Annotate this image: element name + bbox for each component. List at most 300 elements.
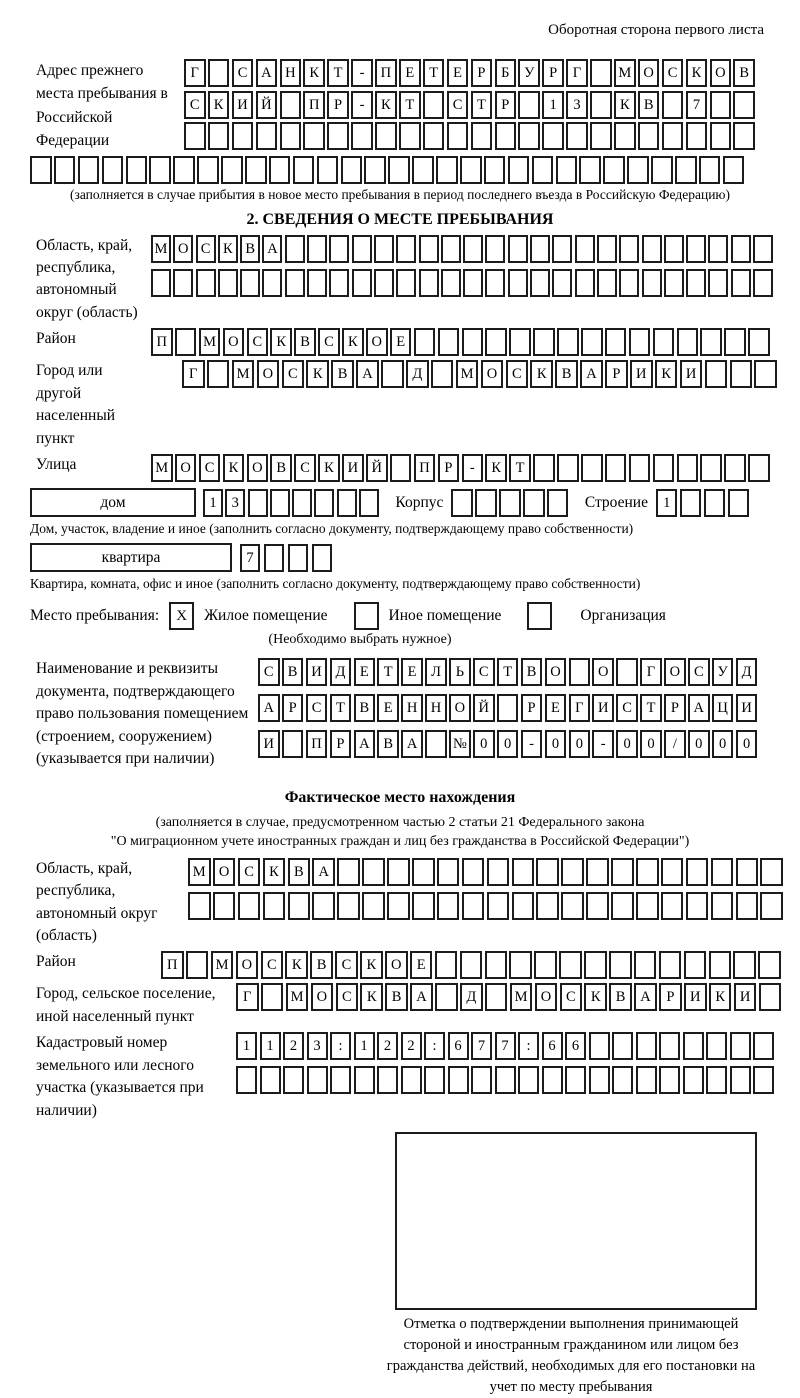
char-cell[interactable]	[686, 858, 709, 886]
char-cell[interactable]: И	[258, 730, 280, 758]
char-cell[interactable]: В	[282, 658, 304, 686]
char-cell[interactable]	[329, 269, 349, 297]
char-cell[interactable]	[724, 454, 746, 482]
char-cell[interactable]	[425, 730, 447, 758]
char-cell[interactable]: Т	[640, 694, 662, 722]
char-cell[interactable]	[736, 892, 759, 920]
char-cell[interactable]	[552, 269, 572, 297]
char-cell[interactable]: П	[151, 328, 173, 356]
char-cell[interactable]	[359, 489, 379, 517]
char-cell[interactable]	[351, 122, 373, 150]
char-cell[interactable]	[352, 269, 372, 297]
char-cell[interactable]	[556, 156, 578, 184]
char-cell[interactable]: О	[311, 983, 334, 1011]
char-cell[interactable]: -	[351, 59, 373, 87]
char-cell[interactable]: Г	[640, 658, 662, 686]
char-cell[interactable]	[597, 235, 617, 263]
char-cell[interactable]: 7	[240, 544, 260, 572]
char-cell[interactable]: К	[584, 983, 607, 1011]
char-cell[interactable]: И	[306, 658, 328, 686]
char-cell[interactable]: С	[258, 658, 280, 686]
char-cell[interactable]: О	[535, 983, 558, 1011]
char-cell[interactable]	[731, 269, 751, 297]
char-cell[interactable]	[642, 235, 662, 263]
char-cell[interactable]: В	[377, 730, 399, 758]
char-cell[interactable]: -	[351, 91, 373, 119]
char-cell[interactable]	[661, 858, 684, 886]
char-cell[interactable]	[754, 360, 777, 388]
char-cell[interactable]	[730, 1032, 751, 1060]
char-cell[interactable]	[542, 122, 564, 150]
char-cell[interactable]: 0	[640, 730, 662, 758]
char-cell[interactable]	[677, 454, 699, 482]
char-cell[interactable]	[441, 269, 461, 297]
char-cell[interactable]	[419, 235, 439, 263]
checkbox-inoe[interactable]	[354, 602, 379, 630]
char-cell[interactable]	[659, 1066, 680, 1094]
char-cell[interactable]: Р	[521, 694, 543, 722]
char-cell[interactable]: С	[662, 59, 684, 87]
char-cell[interactable]: К	[709, 983, 732, 1011]
char-cell[interactable]: И	[232, 91, 254, 119]
char-cell[interactable]: П	[306, 730, 328, 758]
char-cell[interactable]: Д	[406, 360, 429, 388]
char-cell[interactable]: Р	[659, 983, 682, 1011]
char-cell[interactable]	[329, 235, 349, 263]
char-cell[interactable]	[584, 951, 607, 979]
char-cell[interactable]	[312, 544, 332, 572]
char-cell[interactable]: Т	[423, 59, 445, 87]
char-cell[interactable]: С	[247, 328, 269, 356]
char-cell[interactable]	[627, 156, 649, 184]
char-cell[interactable]	[495, 122, 517, 150]
char-cell[interactable]: К	[318, 454, 340, 482]
char-cell[interactable]: К	[614, 91, 636, 119]
char-cell[interactable]: О	[223, 328, 245, 356]
char-cell[interactable]	[686, 892, 709, 920]
char-cell[interactable]	[552, 235, 572, 263]
char-cell[interactable]	[377, 1066, 398, 1094]
char-cell[interactable]: 2	[401, 1032, 422, 1060]
char-cell[interactable]: 0	[473, 730, 495, 758]
char-cell[interactable]: А	[634, 983, 657, 1011]
char-cell[interactable]: И	[736, 694, 758, 722]
char-cell[interactable]: О	[481, 360, 504, 388]
char-cell[interactable]	[700, 328, 722, 356]
char-cell[interactable]: -	[592, 730, 614, 758]
char-cell[interactable]: 0	[712, 730, 734, 758]
char-cell[interactable]	[387, 858, 410, 886]
char-cell[interactable]	[396, 269, 416, 297]
char-cell[interactable]	[619, 235, 639, 263]
char-cell[interactable]	[285, 269, 305, 297]
char-cell[interactable]: И	[684, 983, 707, 1011]
char-cell[interactable]: 1	[236, 1032, 257, 1060]
char-cell[interactable]: -	[462, 454, 484, 482]
char-cell[interactable]: К	[655, 360, 678, 388]
char-cell[interactable]	[175, 328, 197, 356]
char-cell[interactable]	[559, 951, 582, 979]
char-cell[interactable]: М	[456, 360, 479, 388]
char-cell[interactable]	[245, 156, 267, 184]
char-cell[interactable]: М	[199, 328, 221, 356]
char-cell[interactable]	[638, 122, 660, 150]
char-cell[interactable]: В	[294, 328, 316, 356]
char-cell[interactable]: 0	[569, 730, 591, 758]
char-cell[interactable]: С	[335, 951, 358, 979]
char-cell[interactable]: Г	[566, 59, 588, 87]
char-cell[interactable]	[173, 269, 193, 297]
char-cell[interactable]	[307, 235, 327, 263]
char-cell[interactable]	[536, 892, 559, 920]
char-cell[interactable]: А	[356, 360, 379, 388]
char-cell[interactable]: Р	[605, 360, 628, 388]
char-cell[interactable]	[724, 328, 746, 356]
char-cell[interactable]: :	[330, 1032, 351, 1060]
char-cell[interactable]	[684, 951, 707, 979]
char-cell[interactable]: У	[712, 658, 734, 686]
char-cell[interactable]	[270, 489, 290, 517]
char-cell[interactable]	[375, 122, 397, 150]
char-cell[interactable]: -	[521, 730, 543, 758]
char-cell[interactable]: К	[270, 328, 292, 356]
char-cell[interactable]	[263, 892, 286, 920]
char-cell[interactable]	[508, 269, 528, 297]
char-cell[interactable]	[686, 235, 706, 263]
char-cell[interactable]	[677, 328, 699, 356]
char-cell[interactable]	[337, 892, 360, 920]
char-cell[interactable]	[499, 489, 521, 517]
char-cell[interactable]: О	[257, 360, 280, 388]
char-cell[interactable]	[616, 658, 638, 686]
char-cell[interactable]	[612, 1066, 633, 1094]
char-cell[interactable]	[561, 858, 584, 886]
char-cell[interactable]	[213, 892, 236, 920]
char-cell[interactable]: 2	[283, 1032, 304, 1060]
char-cell[interactable]	[512, 892, 535, 920]
char-cell[interactable]: Т	[497, 658, 519, 686]
char-cell[interactable]: С	[560, 983, 583, 1011]
char-cell[interactable]	[609, 951, 632, 979]
char-cell[interactable]	[381, 360, 404, 388]
char-cell[interactable]	[706, 1032, 727, 1060]
char-cell[interactable]: К	[342, 328, 364, 356]
char-cell[interactable]: А	[258, 694, 280, 722]
char-cell[interactable]: П	[303, 91, 325, 119]
char-cell[interactable]	[662, 122, 684, 150]
char-cell[interactable]: Е	[354, 658, 376, 686]
char-cell[interactable]	[462, 858, 485, 886]
char-cell[interactable]: В	[638, 91, 660, 119]
char-cell[interactable]: В	[331, 360, 354, 388]
char-cell[interactable]: Р	[282, 694, 304, 722]
char-cell[interactable]	[396, 235, 416, 263]
char-cell[interactable]	[269, 156, 291, 184]
char-cell[interactable]	[629, 328, 651, 356]
char-cell[interactable]	[184, 122, 206, 150]
char-cell[interactable]	[288, 892, 311, 920]
char-cell[interactable]	[711, 892, 734, 920]
char-cell[interactable]	[412, 156, 434, 184]
char-cell[interactable]: А	[256, 59, 278, 87]
char-cell[interactable]	[706, 1066, 727, 1094]
char-cell[interactable]: Ц	[712, 694, 734, 722]
char-cell[interactable]	[419, 269, 439, 297]
char-cell[interactable]: Е	[399, 59, 421, 87]
char-cell[interactable]	[530, 269, 550, 297]
char-cell[interactable]	[317, 156, 339, 184]
char-cell[interactable]: О	[385, 951, 408, 979]
char-cell[interactable]	[561, 892, 584, 920]
char-cell[interactable]	[448, 1066, 469, 1094]
char-cell[interactable]	[285, 235, 305, 263]
char-cell[interactable]: П	[375, 59, 397, 87]
char-cell[interactable]: В	[733, 59, 755, 87]
char-cell[interactable]: У	[518, 59, 540, 87]
char-cell[interactable]	[581, 454, 603, 482]
char-cell[interactable]	[485, 269, 505, 297]
char-cell[interactable]: Д	[736, 658, 758, 686]
char-cell[interactable]: И	[680, 360, 703, 388]
char-cell[interactable]	[589, 1032, 610, 1060]
char-cell[interactable]	[471, 1066, 492, 1094]
char-cell[interactable]: К	[530, 360, 553, 388]
char-cell[interactable]	[680, 489, 702, 517]
char-cell[interactable]: С	[184, 91, 206, 119]
char-cell[interactable]	[569, 658, 591, 686]
char-cell[interactable]	[261, 983, 284, 1011]
char-cell[interactable]	[460, 156, 482, 184]
char-cell[interactable]: И	[630, 360, 653, 388]
char-cell[interactable]: С	[336, 983, 359, 1011]
char-cell[interactable]	[495, 1066, 516, 1094]
char-cell[interactable]	[362, 858, 385, 886]
char-cell[interactable]	[327, 122, 349, 150]
char-cell[interactable]	[753, 1066, 774, 1094]
char-cell[interactable]	[288, 544, 308, 572]
char-cell[interactable]	[208, 122, 230, 150]
char-cell[interactable]	[460, 951, 483, 979]
char-cell[interactable]: С	[232, 59, 254, 87]
char-cell[interactable]: И	[342, 454, 364, 482]
char-cell[interactable]	[218, 269, 238, 297]
char-cell[interactable]	[508, 156, 530, 184]
char-cell[interactable]: О	[664, 658, 686, 686]
char-cell[interactable]	[423, 122, 445, 150]
char-cell[interactable]	[303, 122, 325, 150]
char-cell[interactable]: О	[449, 694, 471, 722]
char-cell[interactable]: К	[263, 858, 286, 886]
char-cell[interactable]: М	[151, 235, 171, 263]
char-cell[interactable]	[731, 235, 751, 263]
char-cell[interactable]	[463, 235, 483, 263]
char-cell[interactable]	[636, 892, 659, 920]
char-cell[interactable]: М	[151, 454, 173, 482]
char-cell[interactable]: 0	[688, 730, 710, 758]
char-cell[interactable]: А	[354, 730, 376, 758]
char-cell[interactable]: 0	[497, 730, 519, 758]
char-cell[interactable]	[314, 489, 334, 517]
char-cell[interactable]	[532, 156, 554, 184]
char-cell[interactable]	[711, 858, 734, 886]
char-cell[interactable]	[196, 269, 216, 297]
char-cell[interactable]	[462, 328, 484, 356]
char-cell[interactable]	[188, 892, 211, 920]
char-cell[interactable]: С	[306, 694, 328, 722]
char-cell[interactable]: С	[473, 658, 495, 686]
char-cell[interactable]	[436, 156, 458, 184]
char-cell[interactable]	[485, 235, 505, 263]
char-cell[interactable]	[330, 1066, 351, 1094]
char-cell[interactable]	[686, 122, 708, 150]
char-cell[interactable]	[590, 59, 612, 87]
char-cell[interactable]	[435, 983, 458, 1011]
char-cell[interactable]	[651, 156, 673, 184]
char-cell[interactable]: М	[232, 360, 255, 388]
char-cell[interactable]: К	[285, 951, 308, 979]
char-cell[interactable]	[354, 1066, 375, 1094]
char-cell[interactable]: Г	[569, 694, 591, 722]
char-cell[interactable]	[463, 269, 483, 297]
char-cell[interactable]	[708, 235, 728, 263]
char-cell[interactable]	[760, 858, 783, 886]
char-cell[interactable]	[653, 328, 675, 356]
char-cell[interactable]: 2	[377, 1032, 398, 1060]
char-cell[interactable]	[675, 156, 697, 184]
char-cell[interactable]	[54, 156, 76, 184]
char-cell[interactable]	[611, 892, 634, 920]
char-cell[interactable]	[661, 892, 684, 920]
char-cell[interactable]: В	[385, 983, 408, 1011]
char-cell[interactable]: О	[213, 858, 236, 886]
char-cell[interactable]: 3	[566, 91, 588, 119]
char-cell[interactable]: О	[592, 658, 614, 686]
char-cell[interactable]	[710, 122, 732, 150]
char-cell[interactable]	[423, 91, 445, 119]
char-cell[interactable]: М	[188, 858, 211, 886]
char-cell[interactable]	[629, 454, 651, 482]
char-cell[interactable]: 3	[307, 1032, 328, 1060]
char-cell[interactable]	[197, 156, 219, 184]
char-cell[interactable]	[509, 951, 532, 979]
char-cell[interactable]: А	[688, 694, 710, 722]
char-cell[interactable]: Р	[438, 454, 460, 482]
char-cell[interactable]: К	[360, 951, 383, 979]
char-cell[interactable]	[597, 269, 617, 297]
char-cell[interactable]: В	[270, 454, 292, 482]
char-cell[interactable]	[475, 489, 497, 517]
char-cell[interactable]	[733, 951, 756, 979]
char-cell[interactable]: С	[447, 91, 469, 119]
char-cell[interactable]: М	[614, 59, 636, 87]
char-cell[interactable]	[589, 1066, 610, 1094]
char-cell[interactable]: Е	[447, 59, 469, 87]
char-cell[interactable]	[437, 858, 460, 886]
char-cell[interactable]	[662, 91, 684, 119]
char-cell[interactable]	[508, 235, 528, 263]
char-cell[interactable]: И	[734, 983, 757, 1011]
char-cell[interactable]	[307, 1066, 328, 1094]
char-cell[interactable]	[462, 892, 485, 920]
char-cell[interactable]: О	[175, 454, 197, 482]
char-cell[interactable]	[487, 858, 510, 886]
char-cell[interactable]	[256, 122, 278, 150]
char-cell[interactable]	[736, 858, 759, 886]
char-cell[interactable]	[208, 59, 230, 87]
char-cell[interactable]: К	[218, 235, 238, 263]
char-cell[interactable]	[699, 156, 721, 184]
char-cell[interactable]: В	[555, 360, 578, 388]
char-cell[interactable]	[542, 1066, 563, 1094]
char-cell[interactable]: Н	[425, 694, 447, 722]
char-cell[interactable]	[566, 122, 588, 150]
char-cell[interactable]	[412, 892, 435, 920]
char-cell[interactable]: С	[261, 951, 284, 979]
char-cell[interactable]	[283, 1066, 304, 1094]
char-cell[interactable]: Р	[495, 91, 517, 119]
char-cell[interactable]	[530, 235, 550, 263]
char-cell[interactable]: В	[521, 658, 543, 686]
char-cell[interactable]	[683, 1032, 704, 1060]
char-cell[interactable]: К	[686, 59, 708, 87]
char-cell[interactable]	[758, 951, 781, 979]
char-cell[interactable]	[431, 360, 454, 388]
char-cell[interactable]	[533, 328, 555, 356]
char-cell[interactable]: А	[312, 858, 335, 886]
char-cell[interactable]: Т	[330, 694, 352, 722]
char-cell[interactable]	[611, 858, 634, 886]
char-cell[interactable]	[401, 1066, 422, 1094]
char-cell[interactable]: К	[360, 983, 383, 1011]
char-cell[interactable]: 0	[545, 730, 567, 758]
char-cell[interactable]: С	[688, 658, 710, 686]
char-cell[interactable]: С	[282, 360, 305, 388]
char-cell[interactable]	[438, 328, 460, 356]
char-cell[interactable]	[232, 122, 254, 150]
char-cell[interactable]: №	[449, 730, 471, 758]
char-cell[interactable]: А	[401, 730, 423, 758]
char-cell[interactable]: Н	[280, 59, 302, 87]
char-cell[interactable]	[760, 892, 783, 920]
char-cell[interactable]	[282, 730, 304, 758]
char-cell[interactable]	[484, 156, 506, 184]
char-cell[interactable]	[590, 91, 612, 119]
char-cell[interactable]	[518, 1066, 539, 1094]
char-cell[interactable]: Д	[460, 983, 483, 1011]
char-cell[interactable]	[262, 269, 282, 297]
char-cell[interactable]: Б	[495, 59, 517, 87]
char-cell[interactable]	[435, 951, 458, 979]
char-cell[interactable]: 1	[542, 91, 564, 119]
char-cell[interactable]	[447, 122, 469, 150]
char-cell[interactable]: Р	[471, 59, 493, 87]
char-cell[interactable]	[700, 454, 722, 482]
checkbox-organizatsiya[interactable]	[527, 602, 552, 630]
char-cell[interactable]	[636, 858, 659, 886]
char-cell[interactable]	[659, 1032, 680, 1060]
char-cell[interactable]: Т	[327, 59, 349, 87]
char-cell[interactable]	[126, 156, 148, 184]
char-cell[interactable]: О	[173, 235, 193, 263]
char-cell[interactable]: М	[286, 983, 309, 1011]
char-cell[interactable]	[557, 328, 579, 356]
char-cell[interactable]: О	[638, 59, 660, 87]
char-cell[interactable]	[399, 122, 421, 150]
char-cell[interactable]	[485, 951, 508, 979]
char-cell[interactable]: 6	[542, 1032, 563, 1060]
char-cell[interactable]: П	[414, 454, 436, 482]
char-cell[interactable]	[362, 892, 385, 920]
